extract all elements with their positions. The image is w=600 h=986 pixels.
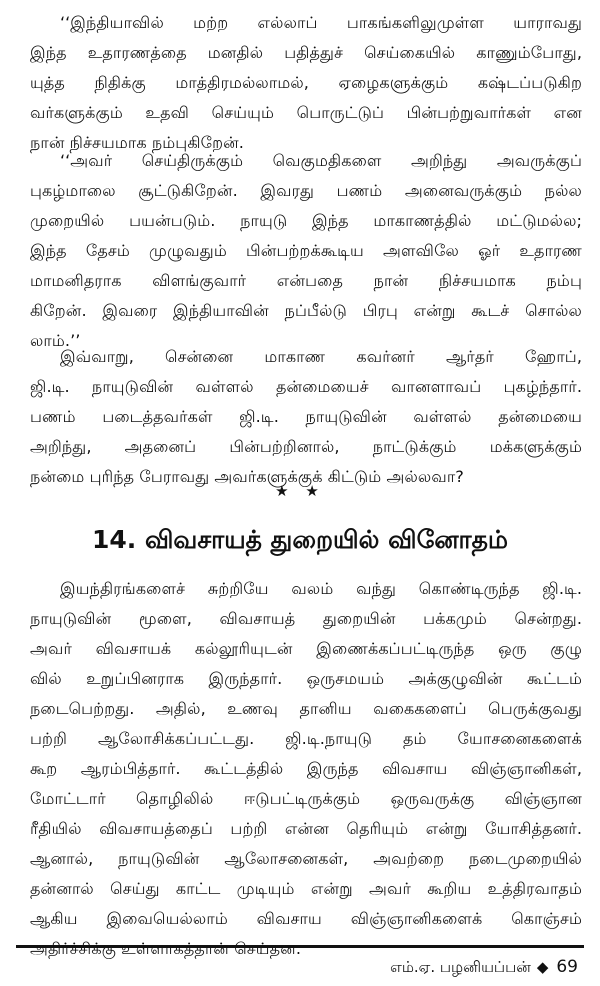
text-line: லாம்.’’ (30, 331, 81, 350)
text-line: அறிந்து, அதனைப் பின்பற்றினால், நாட்டுக்கும் மக்களுக்கும் (30, 437, 582, 456)
section-separator: ★ ★ (275, 482, 325, 500)
text-line: ‘‘இந்தியாவில் மற்ற எல்லாப் பாகங்களிலுமுள்ள யாராவது (60, 13, 582, 32)
author-name: எம்.ஏ. பழனியப்பன் (390, 958, 531, 976)
text-line: வில் உறுப்பினராக இருந்தார். ஒருசமயம் அக்குழுவின் கூட்டம் (30, 669, 582, 688)
narrative-paragraph (30, 342, 582, 492)
text-line: ஆனால், நாயுடுவின் ஆலோசனைகள், அவற்றை நடைமுறையில் (30, 849, 582, 868)
text-line: அதிர்ச்சிக்கு உள்ளாகத்தான் செய்தன. (30, 939, 302, 958)
page-footer (390, 955, 578, 979)
text-line: நடைபெற்றது. அதில், உணவு தானிய வகைகளைப் பெருக்குவது (30, 699, 582, 718)
text-line: ஜி.டி. நாயுடுவின் வள்ளல் தன்மையைச் வானளாவப் புகழ்ந்தார். (30, 377, 582, 396)
diamond-icon: ◆ (536, 958, 549, 976)
text-line: அவர் விவசாயக் கல்லூரியுடன் இணைக்கப்பட்டிருந்த ஒரு குழு (30, 639, 582, 658)
text-line: நான் நிச்சயமாக நம்புகிறேன். (30, 133, 244, 152)
chapter-title: 14. விவசாயத் துறையில் வினோதம் (91, 525, 509, 554)
text-line: நன்மை புரிந்த பேராவது அவர்களுக்குக் கிட்டும் அல்லவா? (30, 467, 464, 486)
text-line: இந்த உதாரணத்தை மனதில் பதித்துச் செய்கையில் காணும்போது, (30, 43, 582, 62)
text-line: கிறேன். இவரை இந்தியாவின் நப்பீல்டு பிரபு என்று கூடச் சொல்ல (30, 301, 582, 320)
text-line: மோட்டார் தொழிலில் ஈடுபட்டிருக்கும் ஒருவருக்கு விஞ்ஞான (30, 789, 582, 808)
text-line: மாமனிதராக விளங்குவார் என்பதை நான் நிச்சயமாக நம்பு (30, 271, 582, 290)
quote-paragraph-2 (30, 146, 582, 356)
text-line: ஆகிய இவையெல்லாம் விவசாய விஞ்ஞானிகளைக் கொஞ்சம் (30, 909, 582, 928)
text-line: ‘‘அவர் செய்திருக்கும் வெகுமதிகளை அறிந்து அவருக்குப் (60, 151, 582, 170)
text-line: தன்னால் செய்து காட்ட முடியும் என்று அவர் கூறிய உத்திரவாதம் (30, 879, 582, 898)
text-line: இந்த தேசம் முழுவதும் பின்பற்றக்கூடிய அளவிலே ஓர் உதாரண (30, 241, 582, 260)
text-line: பற்றி ஆலோசிக்கப்பட்டது. ஜி.டி.நாயுடு தம் யோசனைகளைக் (30, 729, 582, 748)
text-line: வர்களுக்கும் உதவி செய்யும் பொருட்டுப் பின்பற்றுவார்கள் என (30, 103, 582, 122)
text-line: முறையில் பயன்படும். நாயுடு இந்த மாகாணத்தில் மட்டுமல்ல; (30, 211, 582, 230)
quote-paragraph-1 (30, 8, 582, 158)
text-line: கூற ஆரம்பித்தார். கூட்டத்தில் இருந்த விவசாய விஞ்ஞானிகள், (30, 759, 582, 778)
text-line: பணம் படைத்தவர்கள் ஜி.டி. நாயுடுவின் வள்ளல் தன்மையை (30, 407, 582, 426)
text-line: இயந்திரங்களைச் சுற்றியே வலம் வந்து கொண்டிருந்த ஜி.டி. (60, 579, 582, 598)
page-number: 69 (556, 957, 578, 977)
text-line: இவ்வாறு, சென்னை மாகாண கவர்னர் ஆர்தர் ஹோப், (60, 347, 582, 366)
text-line: நாயுடுவின் மூளை, விவசாயத் துறையின் பக்கமும் சென்றது. (30, 609, 582, 628)
footer-rule (16, 945, 584, 948)
text-line: ரீதியில் விவசாயத்தைப் பற்றி என்ன தெரியும் என்று யோசித்தனர். (30, 819, 582, 838)
chapter-paragraph (30, 574, 582, 964)
text-line: யுத்த நிதிக்கு மாத்திரமல்லாமல், ஏழைகளுக்கும் கஷ்டப்படுகிற (30, 73, 582, 92)
text-line: புகழ்மாலை சூட்டுகிறேன். இவரது பணம் அனைவருக்கும் நல்ல (30, 181, 582, 200)
